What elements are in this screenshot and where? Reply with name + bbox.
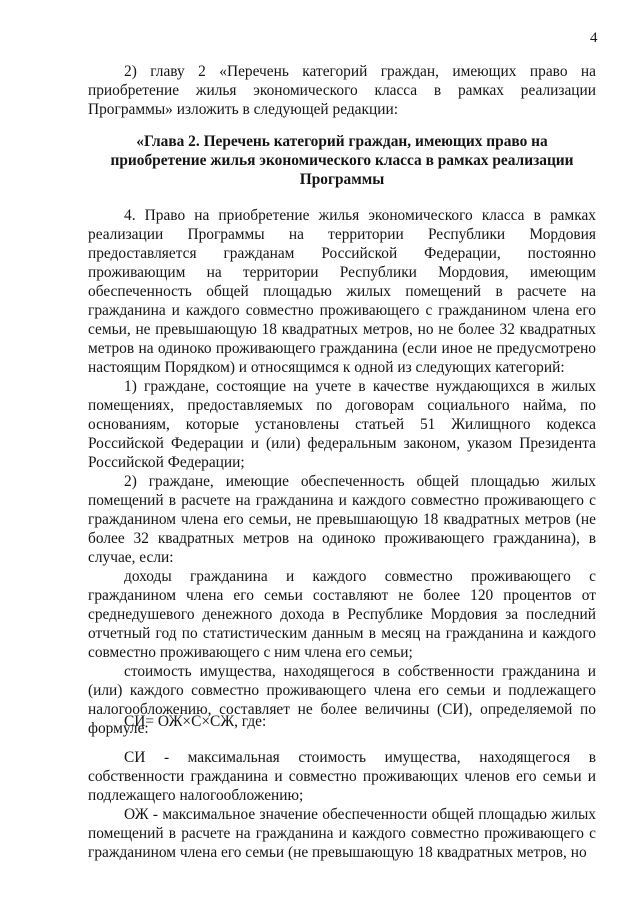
intro-paragraph: 2) главу 2 «Перечень категорий граждан, имеющих право на приобретение жилья экономического класса в рамках реализации Программы» изложить в следующей редакции: bbox=[88, 63, 596, 118]
paragraph-item-1: 1) граждане, состоящие на учете в качестве нуждающихся в жилых помещениях, предоставляемых по договорам социального найма, по основаниям, которые установлены статьей 51 Жилищного кодекса Российской Федерации и (или) федеральным законом, указом Президента Российской Федерации; bbox=[88, 378, 596, 471]
formula-block bbox=[88, 712, 596, 731]
paragraph-item-2: 2) граждане, имеющие обеспеченность общей площадью жилых помещений в расчете на гражданина и каждого совместно проживающего с гражданином члена его семьи, не превышающую 18 квадратных метров (не более 32 квадратных метров на одиноко проживающего гражданина), в случае, если: bbox=[88, 473, 596, 566]
definitions-block bbox=[88, 748, 596, 862]
formula: СИ= ОЖ×С×СЖ, где: bbox=[124, 713, 267, 730]
intro-block bbox=[88, 62, 596, 119]
definition-si: СИ - максимальная стоимость имущества, находящегося в собственности гражданина и совместно проживающих членов его семьи и подлежащего налогообложению; bbox=[88, 749, 596, 804]
definition-ozh: ОЖ - максимальное значение обеспеченности общей площадью жилых помещений в расчете на гражданина и каждого совместно проживающего с гражданином члена его семьи (не превышающую 18 квадратных метров, но bbox=[88, 806, 596, 861]
paragraph-property: стоимость имущества, находящегося в собственности гражданина и (или) каждого совместно проживающего члена его семьи и подлежащего налогообложению, составляет не более величины (СИ), определяемой по формуле: bbox=[88, 663, 596, 737]
heading-block bbox=[88, 132, 596, 189]
paragraph-4: 4. Право на приобретение жилья экономического класса в рамках реализации Программы на территории Республики Мордовия предоставляется гражданам Российской Федерации, постоянно проживающим на территории Республики Мордовия, имеющим обеспеченность общей площадью жилых помещений в расчете на гражданина и каждого совместно проживающего с гражданином члена его семьи, не превышающую 18 квадратных метров, но не более 32 квадратных метров на одиноко проживающего гражданина (если иное не предусмотрено настоящим Порядком) и относящимся к одной из следующих категорий: bbox=[88, 207, 596, 376]
body-block bbox=[88, 206, 596, 738]
paragraph-income: доходы гражданина и каждого совместно проживающего с гражданином члена его семьи составляют не более 120 процентов от среднедушевого денежного дохода в Республике Мордовия за последний отчетный год по статистическим данным в месяц на гражданина и каждого совместно проживающего с ним члена его семьи; bbox=[88, 568, 596, 661]
chapter-heading: «Глава 2. Перечень категорий граждан, имеющих право на приобретение жилья экономического класса в рамках реализации Программы bbox=[110, 133, 574, 188]
page-number: 4 bbox=[590, 30, 598, 46]
